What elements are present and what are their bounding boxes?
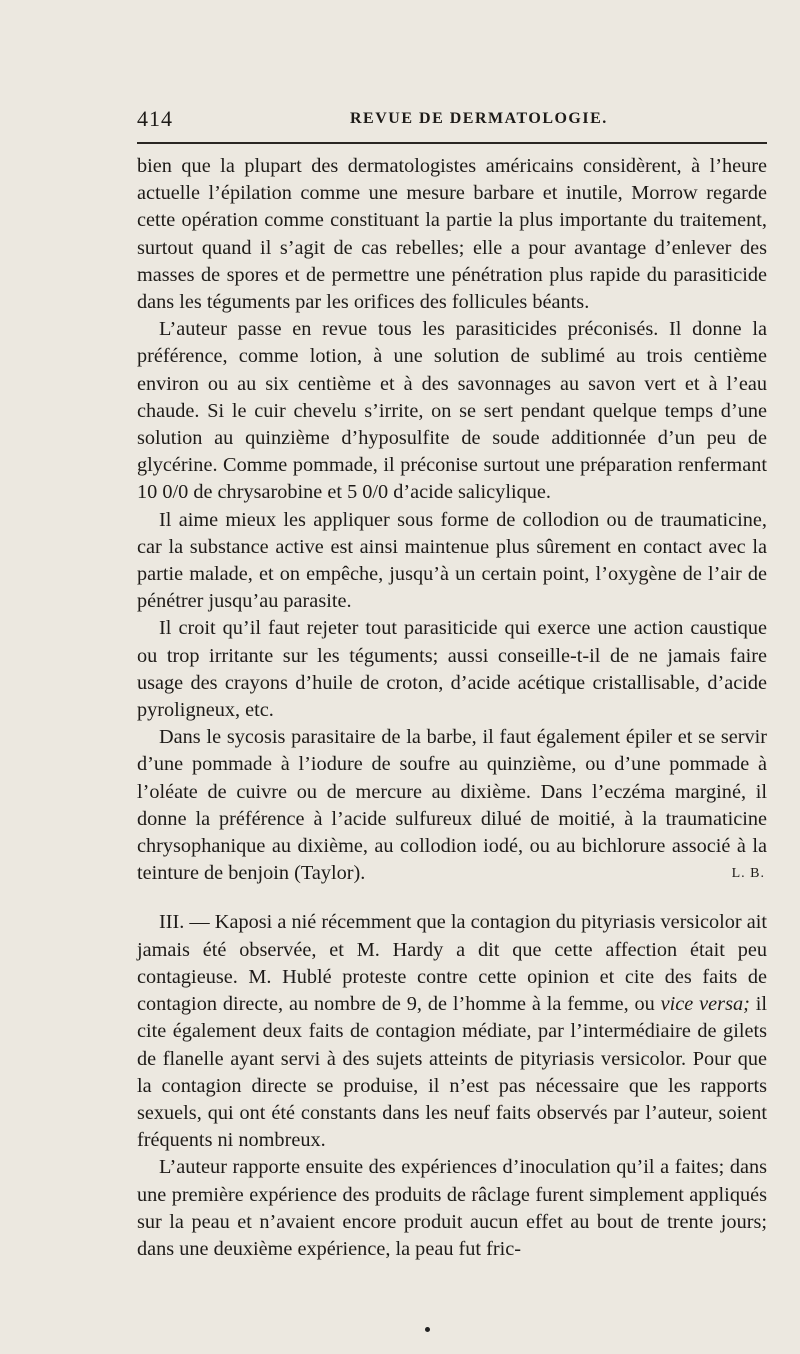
paragraph-7: L’auteur rapporte ensuite des expériences d’inoculation qu’il a faites; dans une première expérience des produits de râclage furent simplement appliqués sur la peau et n’avaient encore produit aucun effet au bout de trente jours; dans une deuxième expérience, la peau fut fric- (137, 1156, 767, 1260)
running-title: REVUE DE DERMATOLOGIE. (350, 110, 608, 127)
paragraph-6-text-b: il cite également deux faits de contagion médiate, par l’intermédiaire de gilets de flanelle ayant servi à des sujets atteints de pityriasis versicolor. Pour que la contagion directe se produise, il n’est pas nécessaire que les rapports sexuels, qui ont été constants dans les neuf faits observés par l’auteur, soient fréquents ni nombreux. (137, 993, 767, 1152)
paragraph-6 (137, 909, 767, 1154)
page-header (137, 106, 767, 136)
ink-dot (425, 1327, 430, 1332)
author-signature: L. B. (731, 866, 765, 882)
paragraph-3: Il aime mieux les appliquer sous forme de collodion ou de traumaticine, car la substance active est ainsi maintenue plus sûrement en contact avec la partie malade, et on empêche, jusqu’à un certain point, l’oxygène de l’air de pénétrer jusqu’au parasite. (137, 508, 767, 613)
paragraph-5 (137, 724, 767, 887)
paragraph-6-text-a: III. — Kaposi a nié récemment que la contagion du pityriasis versicolor ait jamais été observée, et M. Hardy a dit que cette affection était peu contagieuse. M. Hublé proteste contre cette opinion et cite des faits de contagion directe, au nombre de 9, de l’homme à la femme, ou (137, 911, 767, 1016)
paragraph-2: L’auteur passe en revue tous les parasiticides préconisés. Il donne la préférence, comme lotion, à une solution de sublimé au trois centième environ ou au six centième et à des savonnages au savon vert et à l’eau chaude. Si le cuir chevelu s’irrite, on se sert pendant quelque temps d’une solution au quinzième d’hyposulfite de soude additionnée d’un peu de glycérine. Comme pommade, il préconise surtout une préparation renfermant 10 0/0 de chrysarobine et 5 0/0 d’acide salicylique. (137, 318, 767, 504)
paragraph-1: bien que la plupart des dermatologistes américains considèrent, à l’heure actuelle l’épilation comme une mesure barbare et inutile, Morrow regarde cette opération comme constituant la partie la plus importante du traitement, surtout quand il s’agit de cas rebelles; elle a pour avantage d’enlever des masses de spores et de permettre une pénétration plus rapide du parasiticide dans les téguments par les orifices des follicules béants. (137, 155, 767, 314)
header-rule (137, 142, 767, 144)
paragraph-4: Il croit qu’il faut rejeter tout parasiticide qui exerce une action caustique ou trop irritante sur les téguments; aussi conseille-t-il de ne jamais faire usage des crayons d’huile de croton, d’acide acétique cristallisable, d’acide pyroligneux, etc. (137, 617, 767, 722)
page-number: 414 (137, 106, 173, 131)
paragraph-5-text: Dans le sycosis parasitaire de la barbe, il faut également épiler et se servir d’une pommade à l’iodure de soufre au quinzième, ou d’une pommade à l’oléate de cuivre ou de mercure au dixième. Dans l’eczéma marginé, il donne la préférence à l’acide sulfureux dilué de moitié, à la traumaticine chrysophanique au dixième, au collodion iodé, ou au bichlorure associé à la teinture de benjoin (Taylor). (137, 726, 767, 885)
text-body (137, 153, 767, 1263)
paragraph-6-italic: vice versa; (660, 993, 750, 1016)
